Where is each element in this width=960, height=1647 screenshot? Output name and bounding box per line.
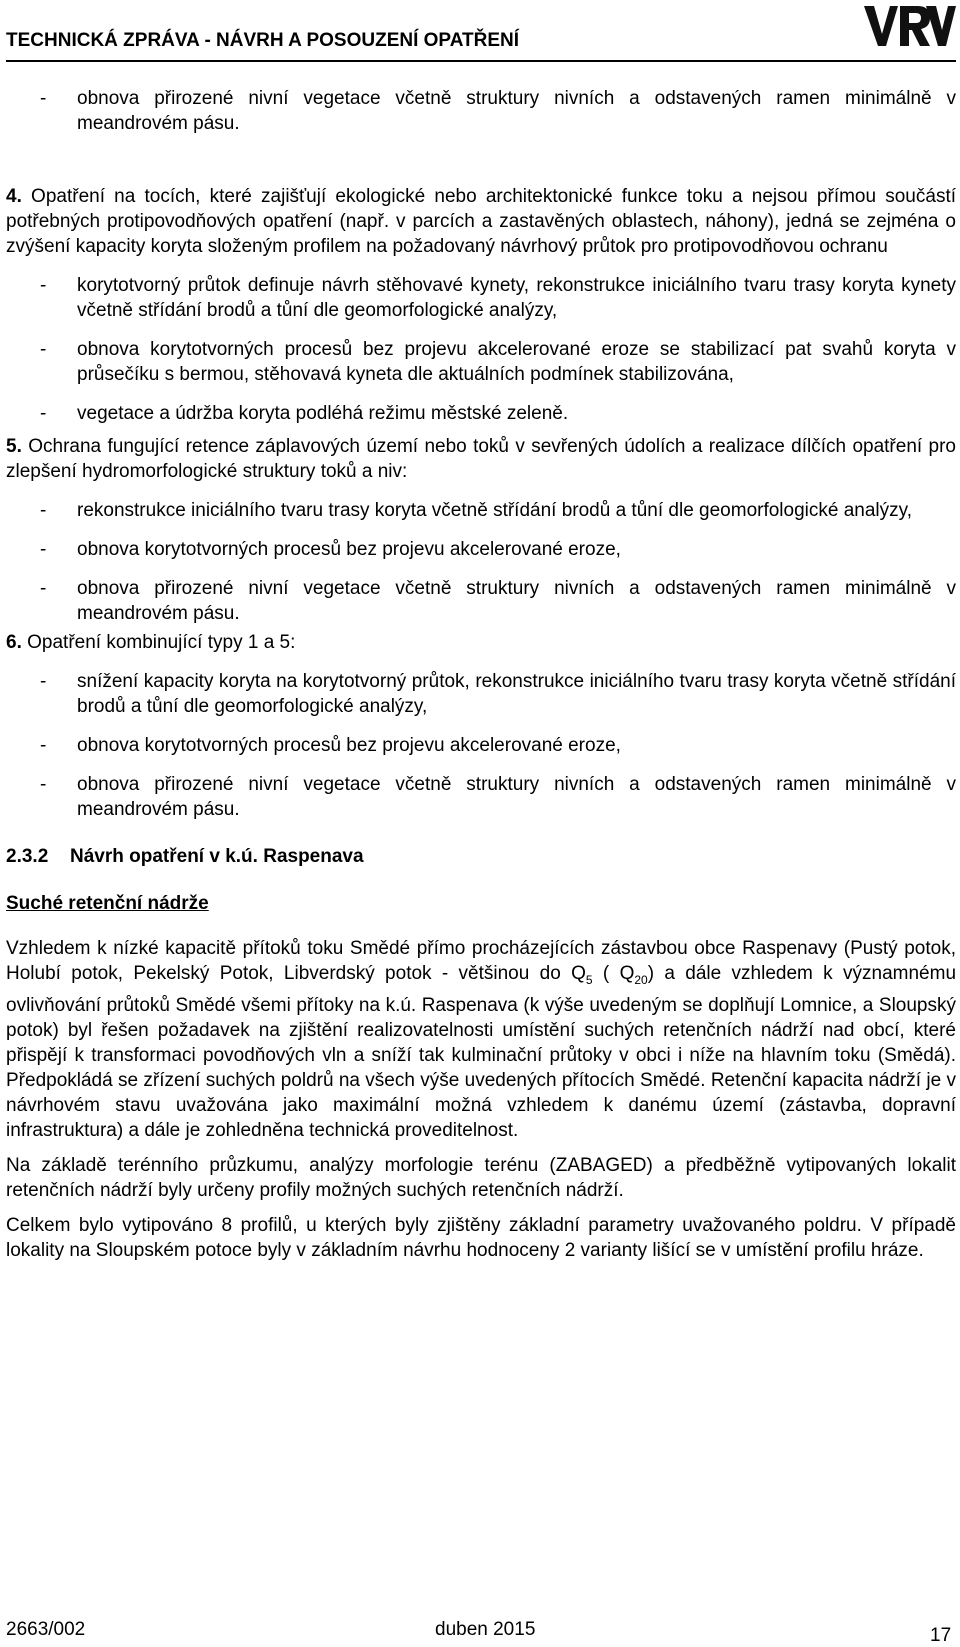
list-item: - snížení kapacity koryta na korytotvorný průtok, rekonstrukce iniciálního tvaru trasy koryta včetně střídání brodů a tůní dle geomorfologické analýzy, [40, 671, 956, 717]
list-item: - obnova přirozené nivní vegetace včetně struktury nivních a odstavených ramen minimálně v meandrovém pásu. [40, 88, 956, 134]
item-number: 6. [6, 632, 22, 653]
body-paragraph: Vzhledem k nízké kapacitě přítoků toku Smědé přímo procházejících zástavbou obce Raspenavy (Pustý potok, Holubí potok, Pekelský Potok, Libverdský potok - většinou do $Q_5$ ( $Q_{20}$) a dále vzhledem k významnému ovlivňování průtoků Smědé všemi přítoky na k.ú. Raspenava (k výše uvedeným se doplňují Lomnice, a Sloupský potok) byl řešen požadavek na zjištění realizovatelnosti umístění suchých retenčních nádrží nad obcí, které přispějí k transformaci povodňových vln a sníží tak kulminační průtoky v obci i níže na hlavním toku (Smědá). Předpokládá se zřízení suchých poldrů na všech výše uvedených přítocích Smědé. Retenční kapacita nádrží je v návrhovém stavu uvažována jako maximální možná vzhledem k danému území (zástavba, dopravní infrastruktura) a dále je zohledněna technická proveditelnost. [6, 938, 957, 1141]
bullet-dash: - [40, 671, 47, 692]
bullet-dash: - [40, 403, 47, 424]
body-paragraph: Celkem bylo vytipováno 8 profilů, u kterých byly zjištěny základní parametry uvažovaného poldru. V případě lokality na Sloupském potoce byly v základním návrhu hodnoceny 2 varianty lišící se v umístění profilu hráze. [6, 1214, 956, 1261]
list-item: - obnova korytotvorných procesů bez projevu akcelerované eroze se stabilizací pat svahů koryta v průsečíku s bermou, stěhovavá kyneta dle aktuálních podmínek stabilizována, [40, 339, 956, 385]
bullet-dash: - [40, 578, 47, 599]
vrv-logo [860, 0, 956, 50]
item-number: 5. [6, 436, 22, 457]
bullet-dash: - [40, 500, 47, 521]
list-item: - korytotvorný průtok definuje návrh stěhovavé kynety, rekonstrukce iniciálního tvaru trasy koryta kynety včetně střídání brodů a tůní dle geomorfologické analýzy, [40, 275, 956, 321]
list-item: - obnova přirozené nivní vegetace včetně struktury nivních a odstavených ramen minimálně v meandrovém pásu. [40, 774, 956, 820]
bullet-dash: - [40, 539, 47, 560]
body-paragraph: Na základě terénního průzkumu, analýzy morfologie terénu (ZABAGED) a předběžně vytipovaných lokalit retenčních nádrží byly určeny profily možných suchých retenčních nádrží. [6, 1154, 956, 1201]
item-6-paragraph: 6. Opatření kombinující typy 1 a 5: [6, 632, 296, 653]
section-number: 2.3.2 [6, 846, 49, 867]
subsection-heading: Suché retenční nádrže [6, 893, 209, 914]
list-item: - obnova přirozené nivní vegetace včetně struktury nivních a odstavených ramen minimálně v meandrovém pásu. [40, 578, 956, 624]
bullet-dash: - [40, 339, 47, 360]
list-item: - obnova korytotvorných procesů bez projevu akcelerované eroze, [40, 539, 621, 560]
list-item: - vegetace a údržba koryta podléhá režimu městské zeleně. [40, 403, 569, 424]
document-body [6, 86, 956, 1263]
header-divider [6, 60, 956, 62]
bullet-dash: - [40, 735, 47, 756]
list-item: - obnova korytotvorných procesů bez projevu akcelerované eroze, [40, 735, 621, 756]
document-header-title: TECHNICKÁ ZPRÁVA - NÁVRH A POSOUZENÍ OPATŘENÍ [6, 30, 520, 51]
list-item: - rekonstrukce iniciálního tvaru trasy koryta včetně střídání brodů a tůní dle geomorfologické analýzy, [40, 500, 913, 521]
item-number: 4. [6, 186, 22, 207]
footer-date: duben 2015 [435, 1619, 536, 1640]
item-5-paragraph: 5. Ochrana fungující retence záplavových území nebo toků v sevřených údolích a realizace dílčích opatření pro zlepšení hydromorfologické struktury toků a niv: [6, 436, 956, 482]
section-title: Návrh opatření v k.ú. Raspenava [70, 846, 364, 867]
bullet-dash: - [40, 275, 47, 296]
footer-doc-number: 2663/002 [6, 1619, 86, 1640]
page-number: 17 [930, 1625, 952, 1646]
item-4-paragraph: 4. Opatření na tocích, které zajišťují ekologické nebo architektonické funkce toku a nejsou přímou součástí potřebných protipovodňových opatření (např. v parcích a zastavěných oblastech, náhony), jedná se zejména o zvýšení kapacity koryta složeným profilem na požadovaný návrhový průtok pro protipovodňovou ochranu [6, 186, 956, 257]
section-heading [6, 844, 956, 869]
bullet-dash: - [40, 88, 47, 109]
bullet-dash: - [40, 774, 47, 795]
